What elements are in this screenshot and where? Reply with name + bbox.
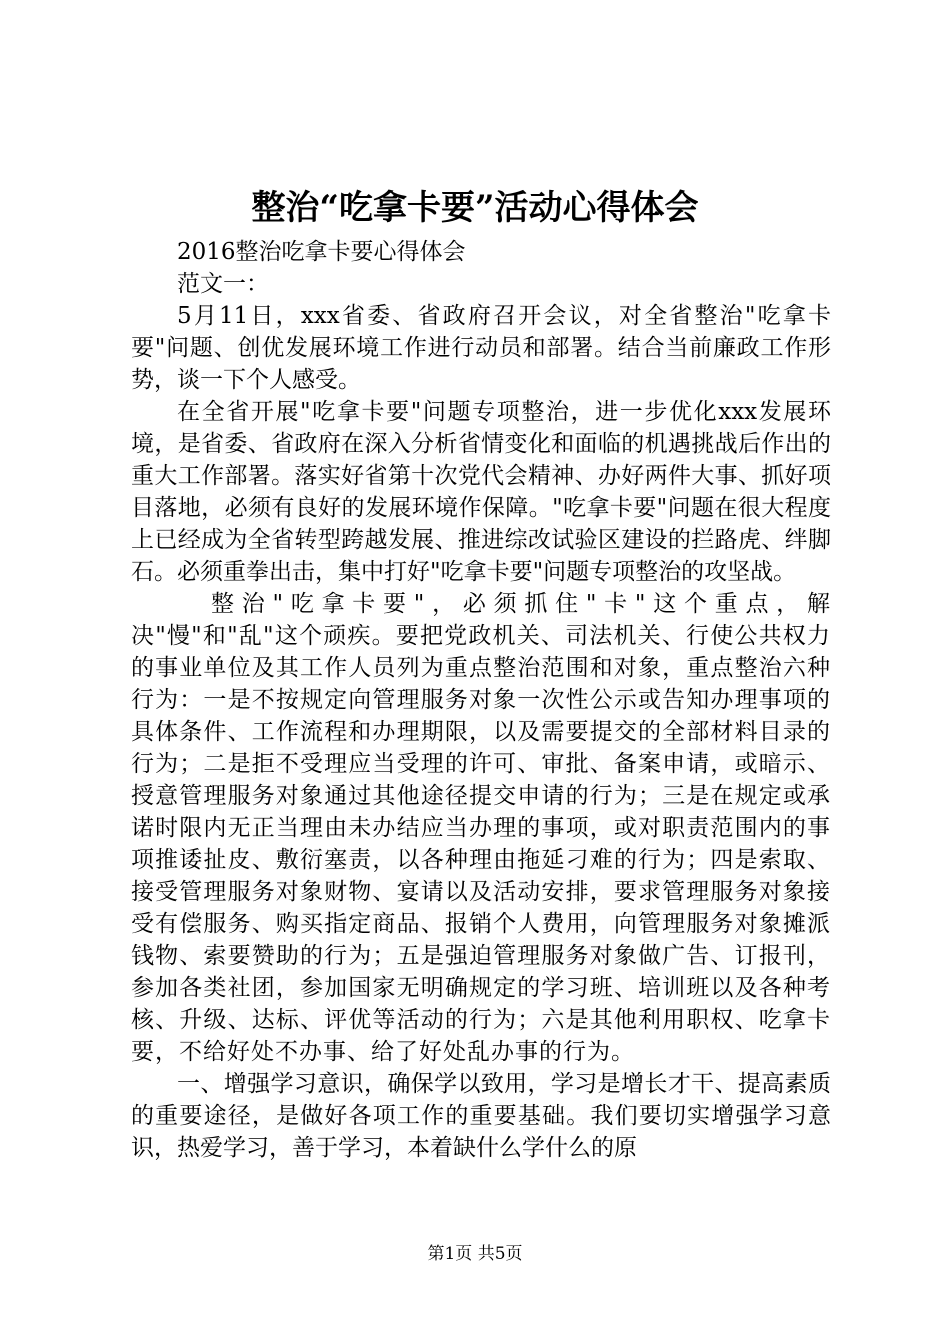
paragraph-subtitle: 2016整治吃拿卡要心得体会 bbox=[177, 239, 466, 265]
paragraph-2: 在全省开展"吃拿卡要"问题专项整治，进一步优化xxx发展环境，是省委、省政府在深入分析省情变化和面临的机遇挑战后作出的重大工作部署。落实好省第十次党代会精神、办好两件大事、抓好项目落地，必须有良好的发展环境作保障。"吃拿卡要"问题在很大程度上已经成为全省转型跨越发展、推进综改试验区建设的拦路虎、绊脚石。必须重拳出击，集中打好"吃拿卡要"问题专项整治的攻坚战。 bbox=[131, 399, 831, 585]
page-footer: 第1页 共5页 bbox=[427, 1244, 523, 1264]
document-title: 整治“吃拿卡要”活动心得体会 bbox=[251, 188, 699, 228]
paragraph-sample-label: 范文一： bbox=[177, 271, 269, 297]
paragraph-4: 一、增强学习意识，确保学以致用，学习是增长才干、提高素质的重要途径，是做好各项工作的重要基础。我们要切实增强学习意识，热爱学习，善于学习，本着缺什么学什么的原 bbox=[131, 1071, 831, 1161]
document-body bbox=[131, 236, 831, 1164]
paragraph-3: 整治"吃拿卡要"，必须抓住"卡"这个重点，解决"慢"和"乱"这个顽疾。要把党政机关、司法机关、行使公共权力的事业单位及其工作人员列为重点整治范围和对象，重点整治六种行为：一是不按规定向管理服务对象一次性公示或告知办理事项的具体条件、工作流程和办理期限，以及需要提交的全部材料目录的行为；二是拒不受理应当受理的许可、审批、备案申请，或暗示、授意管理服务对象通过其他途径提交申请的行为；三是在规定或承诺时限内无正当理由未办结应当办理的事项，或对职责范围内的事项推诿扯皮、敷衍塞责，以各种理由拖延刁难的行为；四是索取、接受管理服务对象财物、宴请以及活动安排，要求管理服务对象接受有偿服务、购买指定商品、报销个人费用，向管理服务对象摊派钱物、索要赞助的行为；五是强迫管理服务对象做广告、订报刊，参加各类社团，参加国家无明确规定的学习班、培训班以及各种考核、升级、达标、评优等活动的行为；六是其他利用职权、吃拿卡要，不给好处不办事、给了好处乱办事的行为。 bbox=[131, 591, 831, 1065]
paragraph-1: 5月11日，xxx省委、省政府召开会议，对全省整治"吃拿卡要"问题、创优发展环境工作进行动员和部署。结合当前廉政工作形势，谈一下个人感受。 bbox=[131, 303, 831, 393]
